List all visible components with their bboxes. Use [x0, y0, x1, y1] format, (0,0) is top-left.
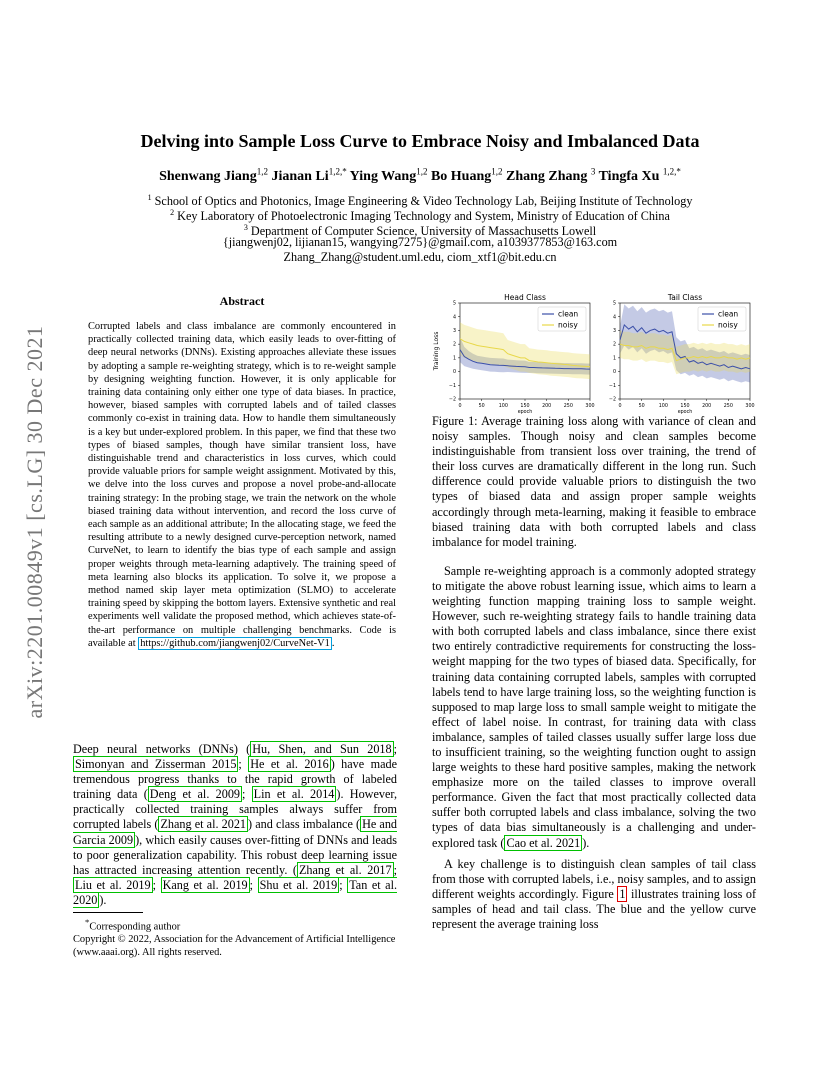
figure-caption: Figure 1: Average training loss along with variance of clean and noisy samples. Though noisy and clean samples become indistinguishable from transient loss over training, the trend of their loss curves are dramatically different in the long run. Such difference could provide valuable priors to distinguish the two types of biased data and assign proper sample weights accordingly through meta-learning, making it feasible to embrace biased training data with both corrupted labels and class imbalance for model training.: [432, 414, 756, 549]
affiliation: $^1$ School of Optics and Photonics, Image Engineering & Video Technology Lab, Beijing Institute of Technology: [147, 193, 693, 209]
author: Bo Huang$^{1,2}$: [430, 166, 503, 184]
y-tick-label: 5: [452, 301, 456, 307]
citation-link[interactable]: He and Garcia 2009: [73, 817, 398, 847]
body-paragraph: Sample re-weighting approach is a commonly adopted strategy to mitigate the above robust learning issue, which aims to learn a weighting function mapping training loss to sample weight. However, such re-weighting strategy fails to handle training data with both corrupted labels and class imbalance, since there exist two entirely contradictive requirements for constructing the loss-weight mapping for the two types of biased data. Specifically, for training data containing corrupted labels, samples with corrupted labels tend to have large training loss, so the weighting function is supposed to map large loss to small sample weight to mitigate the effect of label noise. In contrast, for training data with class imbalance, samples of tailed classes usually suffer large loss due to insufficient training, so the weighting function ought to assign large weights to these hard positive samples, making the network emphasize more on the tailed classes to improve overall performance. Given the fact that most practically collected data suffer both corrupted labels and class imbalance, solving the two types of data bias simultaneously is a challenging and under-explored task ( Cao et al. 2021 ).: [432, 563, 756, 850]
x-axis-label: epoch: [677, 410, 693, 415]
author-list: [70, 166, 770, 185]
citation-link[interactable]: Kang et al. 2019: [162, 877, 248, 892]
email-line: {jiangwenj02, lijianan15, wangying7275}@gmail.com, a1039377853@163.com: [222, 235, 618, 249]
author: Shenwang Jiang$^{1,2}$: [159, 166, 268, 184]
email-line: Zhang_Zhang@student.uml.edu, ciom_xtf1@bit.edu.cn: [283, 250, 557, 264]
x-tick-label: 50: [478, 404, 485, 409]
chart-title: Tail Class: [667, 293, 703, 302]
legend-label: clean: [558, 309, 579, 319]
x-tick-label: 150: [680, 404, 690, 409]
arxiv-stamp-text: arXiv:2201.00849v1 [cs.LG] 30 Dec 2021: [22, 325, 47, 719]
y-tick-label: −2: [448, 397, 456, 403]
affiliation: $^3$ Department of Computer Science, University of Massachusetts Lowell: [243, 223, 597, 239]
y-tick-label: 1: [612, 356, 616, 362]
y-tick-label: 0: [612, 370, 616, 376]
author: Ying Wang$^{1,2}$: [349, 166, 428, 184]
y-tick-label: −2: [608, 397, 616, 403]
figure-1: [430, 290, 760, 415]
intro-paragraph: Deep neural networks (DNNs) ( Hu, Shen, and Sun 2018 ; Simonyan and Zisserman 2015 ; He et al. 2016 ) have made tremendous progress thanks to the rapid growth of labeled training data ( Deng et al. 2009 ; Lin et al. 2014 ). However, practically collected training samples always suffer from corrupted labels ( Zhang et al. 2021 ) and class imbalance ( He and Garcia 2009 ), which easily causes over-fitting of DNNs and leads to poor generalization capability. This robust deep learning issue has attracted increasing attention recently. ( Zhang et al. 2017 ; Liu et al. 2019 ; Kang et al. 2019 ; Shu et al. 2019 ; Tan et al. 2020 ).: [73, 742, 398, 907]
y-tick-label: 3: [612, 329, 616, 335]
x-tick-label: 0: [618, 404, 622, 409]
author: Tingfa Xu $^{1,2,*}$: [598, 166, 681, 184]
y-tick-label: 2: [612, 342, 616, 348]
x-tick-label: 300: [745, 404, 755, 409]
paper-title: Delving into Sample Loss Curve to Embrace Noisy and Imbalanced Data: [140, 131, 700, 151]
legend-label: noisy: [558, 320, 578, 330]
footnote: *Corresponding author Copyright © 2022, Association for the Advancement of Artificial Intelligence (www.aaai.org). All rights reserved.: [73, 917, 396, 959]
author: Zhang Zhang $^3$: [506, 166, 596, 184]
citation-link[interactable]: Cao et al. 2021: [506, 835, 581, 850]
citation-link[interactable]: He et al. 2016: [250, 757, 329, 772]
x-tick-label: 300: [585, 404, 595, 409]
citation-link[interactable]: Hu, Shen, and Sun 2018: [252, 742, 392, 756]
figure-ref-link[interactable]: 1: [619, 886, 626, 901]
x-tick-label: 200: [702, 404, 712, 409]
citation-link[interactable]: Zhang et al. 2021: [160, 817, 247, 832]
y-tick-label: −1: [448, 383, 456, 389]
x-axis-label: epoch: [517, 410, 533, 415]
citation-link[interactable]: Deng et al. 2009: [149, 787, 241, 802]
legend-label: noisy: [718, 320, 738, 330]
y-tick-label: 0: [452, 370, 456, 376]
arxiv-stamp: [18, 286, 52, 758]
x-tick-label: 250: [563, 404, 573, 409]
x-tick-label: 200: [542, 404, 552, 409]
affiliation: $^2$ Key Laboratory of Photoelectronic Imaging Technology and System, Ministry of Education of China: [170, 208, 670, 224]
x-tick-label: 100: [498, 404, 508, 409]
citation-link[interactable]: Shu et al. 2019: [259, 877, 338, 892]
code-link[interactable]: https://github.com/jiangwenj02/CurveNet-V1: [140, 637, 330, 649]
abstract-heading: Abstract: [219, 294, 265, 308]
body-paragraph: A key challenge is to distinguish clean samples of tail class from those with corrupted labels, i.e., noisy samples, and to assign different weights accordingly. Figure 1 illustrates training loss of samples of head and tail class. The blue and the yellow curve represent the average training loss: [432, 856, 756, 931]
right-column: [432, 414, 756, 932]
y-tick-label: 2: [452, 342, 456, 348]
x-tick-label: 150: [520, 404, 530, 409]
footnote-rule: [73, 912, 143, 913]
author: Jianan $Li^{1,2,*}$: [271, 166, 347, 184]
y-tick-label: 4: [612, 315, 616, 321]
y-tick-label: −1: [608, 383, 616, 389]
y-tick-label: 5: [612, 301, 616, 307]
y-tick-label: 3: [452, 329, 456, 335]
y-tick-label: 1: [452, 356, 456, 362]
loss-curve-charts: [430, 290, 760, 415]
abstract-body: Corrupted labels and class imbalance are commonly encountered in practically collected training data, which easily leads to over-fitting of deep neural networks (DNNs). Existing approaches alleviate these issues by adopting a sample re-weighting strategy, which is to re-weight sample by designing weighting function. However, it is only applicable for training data containing only either one type of data biases. In practice, however, biased samples with corrupted labels and of tailed classes commonly co-exist in training data. How to handle them simultaneously is a key but under-explored problem. In this paper, we find that these two types of biased samples, though have similar transient loss, have distinguishable trend and characteristics in loss curves, which could provide valuable priors for sample weight assignment. Motivated by this, we delve into the loss curves and propose a novel probe-and-allocate training strategy: In the probing stage, we train the network on the whole biased training data without intervention, and record the loss curve of each sample as an additional attribute; In the allocating stage, we feed the resulting attribute to a newly designed curve-perception network, named CurveNet, to learn to identify the bias type of each sample and assign proper weights through meta-learning adaptively. The training speed of meta learning also blocks its application. To solve it, we propose a method named skip layer meta optimization (SLMO) to accelerate training speed by skipping the bottom layers. Extensive synthetic and real experiments well validate the proposed method, which achieves state-of-the-art performance on multiple challenging benchmarks. Code is available at https://github.com/jiangwenj02/CurveNet-V1 .: [88, 321, 396, 649]
y-axis-label: Training Loss: [433, 331, 440, 371]
x-tick-label: 0: [458, 404, 462, 409]
x-tick-label: 100: [658, 404, 668, 409]
legend-label: clean: [718, 309, 739, 319]
chart-title: Head Class: [504, 293, 546, 302]
citation-link[interactable]: Tan et al. 2020: [73, 877, 398, 907]
citation-link[interactable]: Zhang et al. 2017: [298, 862, 392, 877]
citation-link[interactable]: Simonyan and Zisserman 2015: [75, 757, 237, 772]
x-tick-label: 50: [638, 404, 645, 409]
x-tick-label: 250: [723, 404, 733, 409]
citation-link[interactable]: Liu et al. 2019: [75, 877, 151, 892]
citation-link[interactable]: Lin et al. 2014: [253, 787, 335, 802]
y-tick-label: 4: [452, 315, 456, 321]
